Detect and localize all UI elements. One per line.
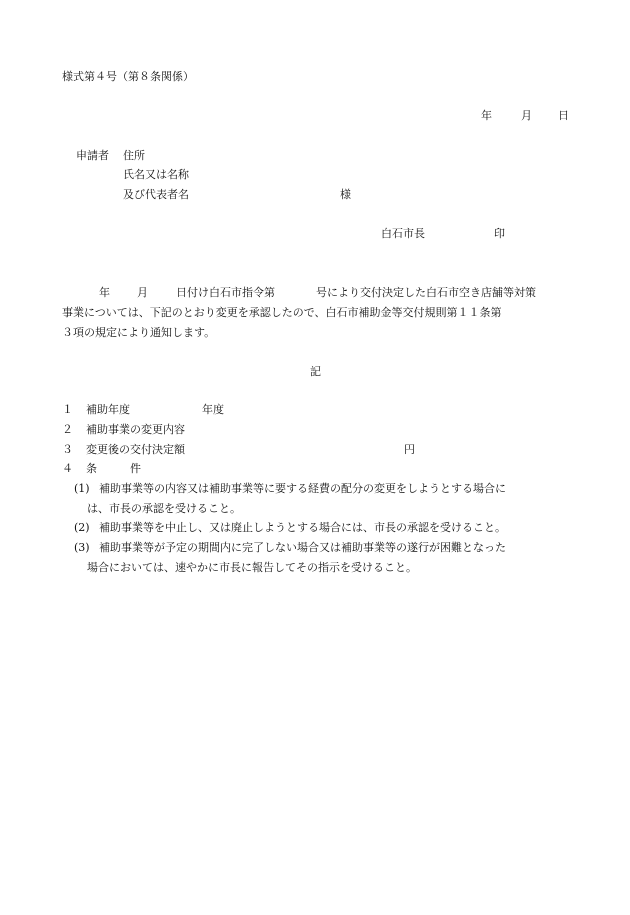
item-label: 条 件 [86, 462, 141, 475]
condition-line: 補助事業等が予定の期間内に完了しない場合又は補助事業等の遂行が困難となった [99, 541, 506, 554]
body-text-a: 日付け白石市指令第 [176, 286, 275, 299]
body-text-b: 号により交付決定した白石市空き店舗等対策 [316, 286, 536, 299]
form-label: 様式第４号（第８条関係） [62, 70, 194, 83]
issuer-title: 白石市長 [381, 227, 425, 240]
item-number: ２ [62, 423, 73, 436]
honorific: 様 [340, 188, 351, 201]
date-day: 日 [558, 109, 569, 122]
condition-number: (3) [74, 541, 90, 554]
body-line-2: 事業については、下記のとおり変更を承認したので、白石市補助金等交付規則第１１条第 [62, 306, 502, 319]
representative-label: 及び代表者名 [123, 188, 189, 201]
item-suffix: 円 [404, 443, 415, 456]
date-year: 年 [481, 109, 492, 122]
body-year: 年 [99, 286, 110, 299]
condition-line: 補助事業等の内容又は補助事業等に要する経費の配分の変更をしようとする場合に [99, 482, 506, 495]
date-month: 月 [521, 109, 532, 122]
item-label: 変更後の交付決定額 [86, 443, 185, 456]
applicant-role: 申請者 [76, 149, 109, 162]
condition-line: 補助事業等を中止し、又は廃止しようとする場合には、市長の承認を受けること。 [99, 521, 506, 534]
body-line-3: ３項の規定により通知します。 [62, 326, 216, 339]
ki-heading: 記 [310, 365, 321, 378]
item-label: 補助事業の変更内容 [86, 423, 185, 436]
condition-line: は、市長の承認を受けること。 [87, 502, 241, 515]
seal-mark: 印 [494, 227, 505, 240]
name-label: 氏名又は名称 [123, 168, 189, 181]
item-number: １ [62, 403, 73, 416]
condition-number: (2) [74, 521, 90, 534]
item-number: ４ [62, 462, 73, 475]
item-number: ３ [62, 443, 73, 456]
body-month: 月 [137, 286, 148, 299]
condition-number: (1) [74, 482, 90, 495]
condition-line: 場合においては、速やかに市長に報告してその指示を受けること。 [87, 561, 417, 574]
address-label: 住所 [123, 149, 145, 162]
item-suffix: 年度 [202, 403, 224, 416]
item-label: 補助年度 [86, 403, 130, 416]
